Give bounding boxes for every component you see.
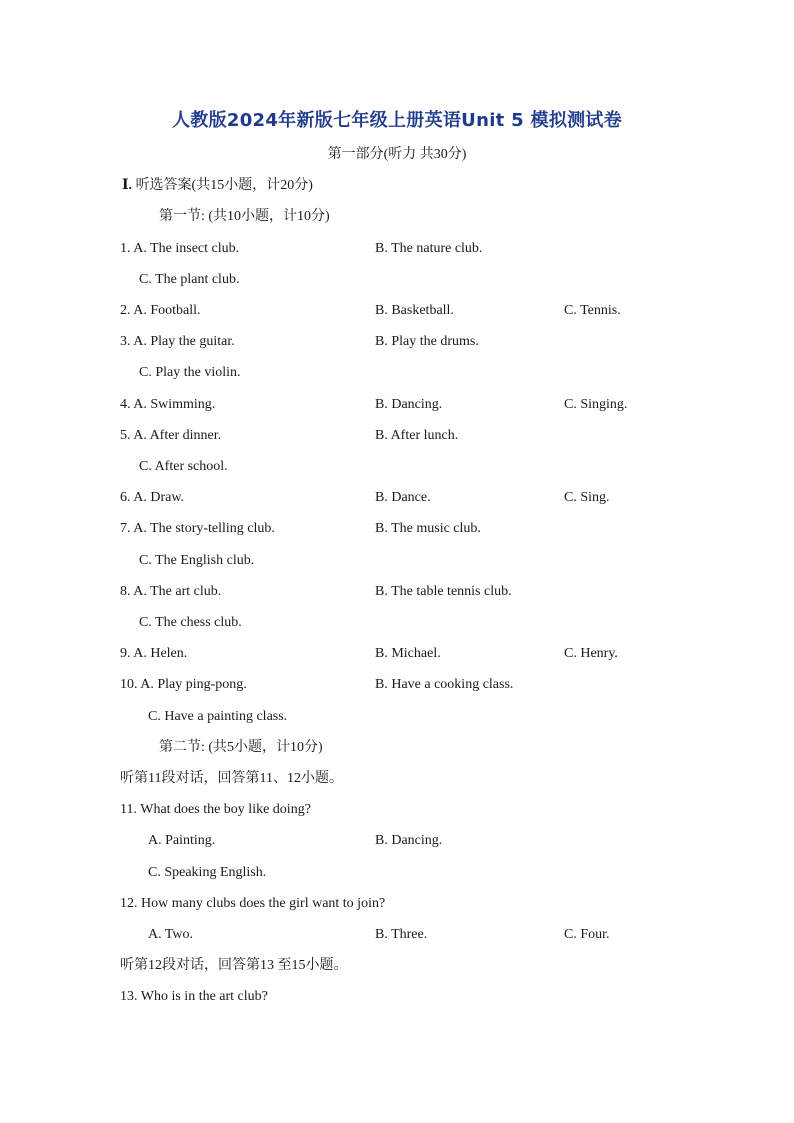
question-3-option-a: 3. A. Play the guitar. (120, 334, 235, 349)
question-2-option-c: C. Tennis. (564, 303, 621, 318)
section-heading-text: 听选答案(共15小题，计20分) (135, 178, 313, 193)
dialog-12-instruction: 听第12段对话，回答第13 至15小题。 (120, 958, 348, 973)
question-9-option-c: C. Henry. (564, 646, 618, 661)
question-7-option-a: 7. A. The story-telling club. (120, 521, 275, 536)
question-9-option-b: B. Michael. (375, 646, 441, 661)
question-4-option-b: B. Dancing. (375, 397, 443, 412)
question-8-option-c: C. The chess club. (139, 615, 242, 630)
question-5-option-c: C. After school. (139, 459, 228, 474)
question-11-option-a: A. Painting. (148, 833, 216, 848)
question-11-option-b: B. Dancing. (375, 833, 443, 848)
question-6-option-c: C. Sing. (564, 490, 610, 505)
question-10-option-a: 10. A. Play ping-pong. (120, 677, 247, 692)
page-title: 人教版2024年新版七年级上册英语Unit 5 模拟测试卷 (171, 110, 623, 131)
section-heading (122, 177, 313, 195)
question-13-stem: 13. Who is in the art club? (120, 989, 268, 1004)
question-7-option-c: C. The English club. (139, 553, 255, 568)
question-2-option-a: 2. A. Football. (120, 303, 201, 318)
question-7-option-b: B. The music club. (375, 521, 481, 536)
question-10-option-b: B. Have a cooking class. (375, 677, 514, 692)
question-5-option-a: 5. A. After dinner. (120, 428, 222, 443)
section-roman-numeral: Ⅰ. (122, 178, 133, 193)
question-11-stem: 11. What does the boy like doing? (120, 802, 311, 817)
question-12-option-c: C. Four. (564, 927, 610, 942)
question-12-option-a: A. Two. (148, 927, 194, 942)
part-heading: 第一部分(听力 共30分) (327, 147, 467, 162)
subsection-1-heading: 第一节: (共10小题，计10分) (159, 209, 330, 224)
question-1-option-a: 1. A. The insect club. (120, 241, 240, 256)
question-11-option-c: C. Speaking English. (148, 865, 267, 880)
question-3-option-b: B. Play the drums. (375, 334, 479, 349)
dialog-11-instruction: 听第11段对话，回答第11、12小题。 (120, 771, 343, 786)
question-8-option-a: 8. A. The art club. (120, 584, 222, 599)
question-12-stem: 12. How many clubs does the girl want to join? (120, 896, 386, 911)
subsection-2-heading: 第二节: (共5小题，计10分) (159, 740, 323, 755)
question-8-option-b: B. The table tennis club. (375, 584, 512, 599)
question-6-option-a: 6. A. Draw. (120, 490, 185, 505)
question-1-option-b: B. The nature club. (375, 241, 483, 256)
question-5-option-b: B. After lunch. (375, 428, 459, 443)
question-2-option-b: B. Basketball. (375, 303, 454, 318)
question-9-option-a: 9. A. Helen. (120, 646, 188, 661)
question-3-option-c: C. Play the violin. (139, 365, 241, 380)
question-10-option-c: C. Have a painting class. (148, 709, 288, 724)
question-4-option-a: 4. A. Swimming. (120, 397, 216, 412)
question-6-option-b: B. Dance. (375, 490, 431, 505)
question-12-option-b: B. Three. (375, 927, 428, 942)
question-1-option-c: C. The plant club. (139, 272, 240, 287)
question-4-option-c: C. Singing. (564, 397, 628, 412)
